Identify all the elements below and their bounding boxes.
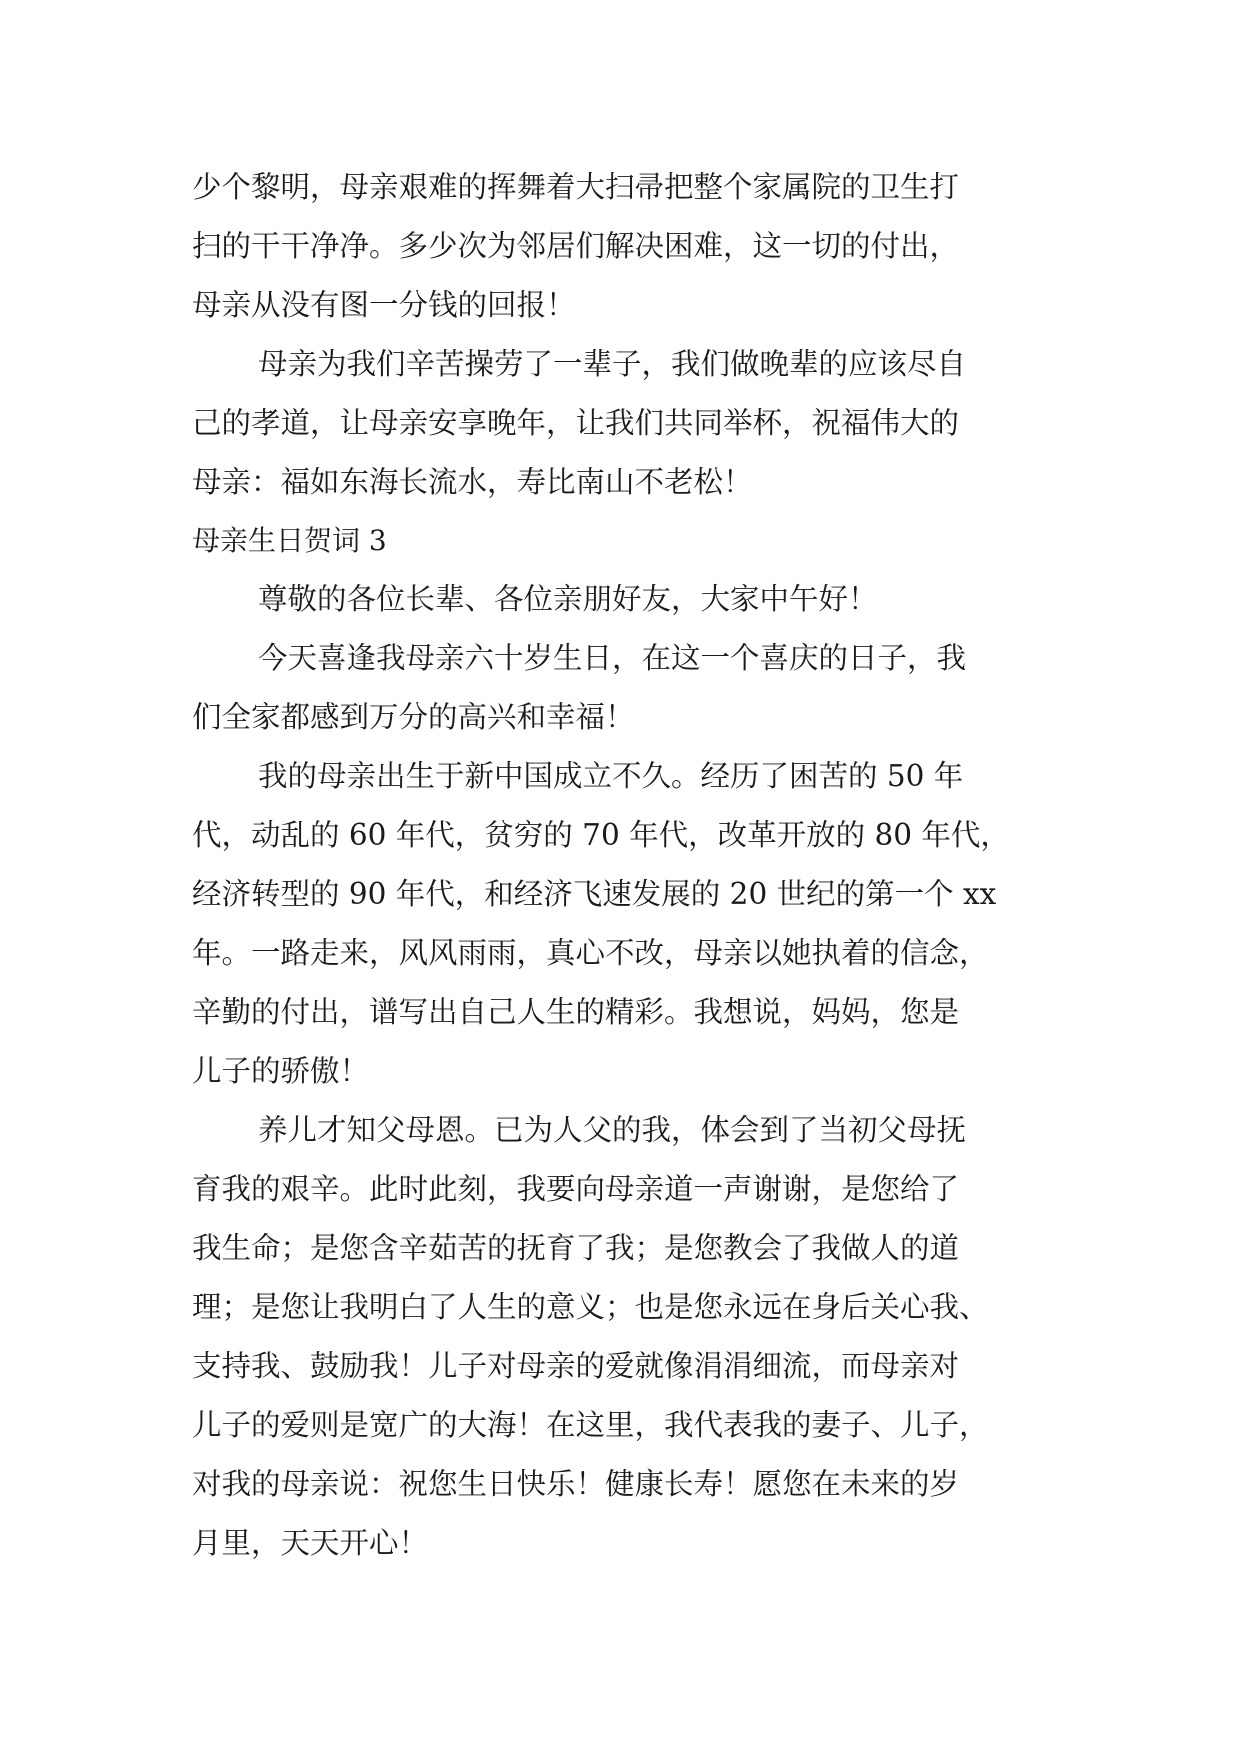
text-line: 母亲从没有图一分钱的回报！ — [192, 288, 576, 322]
text-line: 理；是您让我明白了人生的意义；也是您永远在身后关心我、 — [192, 1290, 989, 1324]
text-line: 我的母亲出生于新中国成立不久。经历了困苦的 50 年 — [258, 759, 964, 793]
paragraph-continuation — [192, 158, 1072, 335]
text-line: 儿子的骄傲！ — [192, 1054, 370, 1088]
text-line: 代，动乱的 60 年代，贫穷的 70 年代，改革开放的 80 年代， — [192, 818, 1010, 852]
text-line: 月里，天天开心！ — [192, 1526, 429, 1560]
text-line: 们全家都感到万分的高兴和幸福！ — [192, 700, 635, 734]
text-line: 儿子的爱则是宽广的大海！在这里，我代表我的妻子、儿子， — [192, 1408, 989, 1442]
paragraph — [192, 747, 1072, 1101]
text-line: 我生命；是您含辛茹苦的抚育了我；是您教会了我做人的道 — [192, 1231, 960, 1265]
paragraph — [192, 570, 1072, 629]
text-line: 母亲：福如东海长流水，寿比南山不老松！ — [192, 465, 753, 499]
paragraph — [192, 629, 1072, 747]
text-line: 今天喜逢我母亲六十岁生日，在这一个喜庆的日子，我 — [258, 641, 967, 675]
section-title: 母亲生日贺词 3 — [192, 524, 387, 557]
paragraph — [192, 335, 1072, 512]
text-line: 扫的干干净净。多少次为邻居们解决困难，这一切的付出， — [192, 229, 960, 263]
text-line: 辛勤的付出，谱写出自己人生的精彩。我想说，妈妈，您是 — [192, 995, 960, 1029]
text-line: 己的孝道，让母亲安享晚年，让我们共同举杯，祝福伟大的 — [192, 406, 960, 440]
text-line: 母亲为我们辛苦操劳了一辈子，我们做晚辈的应该尽自 — [258, 347, 967, 381]
text-line: 少个黎明，母亲艰难的挥舞着大扫帚把整个家属院的卫生打 — [192, 170, 960, 204]
text-line: 尊敬的各位长辈、各位亲朋好友，大家中午好！ — [258, 582, 878, 616]
text-line: 育我的艰辛。此时此刻，我要向母亲道一声谢谢，是您给了 — [192, 1172, 960, 1206]
paragraph — [192, 1101, 1072, 1573]
text-line: 支持我、鼓励我！儿子对母亲的爱就像涓涓细流，而母亲对 — [192, 1349, 960, 1383]
text-line: 年。一路走来，风风雨雨，真心不改，母亲以她执着的信念， — [192, 936, 989, 970]
text-line: 养儿才知父母恩。已为人父的我，体会到了当初父母抚 — [258, 1113, 967, 1147]
text-line: 对我的母亲说：祝您生日快乐！健康长寿！愿您在未来的岁 — [192, 1467, 960, 1501]
text-line: 经济转型的 90 年代，和经济飞速发展的 20 世纪的第一个 xx — [192, 877, 997, 911]
document-body — [192, 158, 1072, 1573]
